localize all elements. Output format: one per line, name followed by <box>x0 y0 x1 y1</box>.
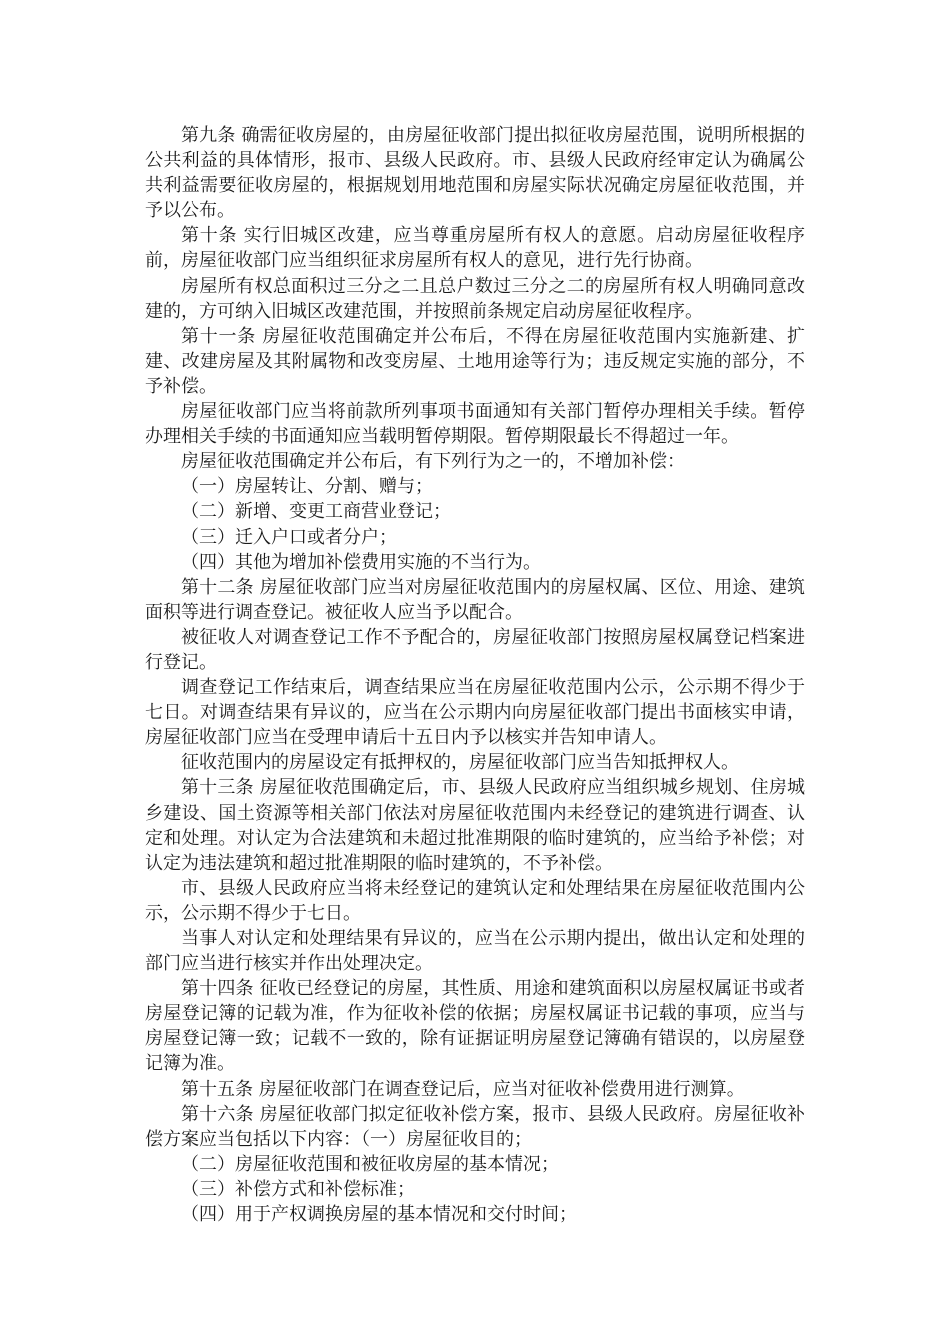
article-16: 第十六条 房屋征收部门拟定征收补偿方案，报市、县级人民政府。房屋征收补偿方案应当包括以下内容：（一）房屋征收目的； <box>145 1103 805 1150</box>
list-item-3: （三）迁入户口或者分户； <box>181 526 397 548</box>
article-12-para-2: 被征收人对调查登记工作不予配合的，房屋征收部门按照房屋权属登记档案进行登记。 <box>145 626 805 673</box>
document-body <box>145 123 805 1227</box>
article-14: 第十四条 征收已经登记的房屋，其性质、用途和建筑面积以房屋权属证书或者房屋登记簿的记载为准，作为征收补偿的依据；房屋权属证书记载的事项，应当与房屋登记簿一致；记载不一致的，除有证据证明房屋登记簿确有错误的，以房屋登记簿为准。 <box>145 978 805 1075</box>
article-16-item-2: （二）房屋征收范围和被征收房屋的基本情况； <box>181 1153 559 1175</box>
article-15: 第十五条 房屋征收部门在调查登记后，应当对征收补偿费用进行测算。 <box>181 1078 745 1100</box>
article-10: 第十条 实行旧城区改建，应当尊重房屋所有权人的意愿。启动房屋征收程序前，房屋征收部门应当组织征求房屋所有权人的意见，进行先行协商。 <box>145 225 805 272</box>
article-13-para-3: 当事人对认定和处理结果有异议的，应当在公示期内提出，做出认定和处理的部门应当进行核实并作出处理决定。 <box>145 928 805 975</box>
article-12-para-3: 调查登记工作结束后，调查结果应当在房屋征收范围内公示，公示期不得少于七日。对调查结果有异议的，应当在公示期内向房屋征收部门提出书面核实申请，房屋征收部门应当在受理申请后十五日内予以核实并告知申请人。 <box>145 677 805 749</box>
article-12-para-4: 征收范围内的房屋设定有抵押权的，房屋征收部门应当告知抵押权人。 <box>181 752 739 774</box>
article-16-item-4: （四）用于产权调换房屋的基本情况和交付时间； <box>181 1204 577 1226</box>
list-item-4: （四）其他为增加补偿费用实施的不当行为。 <box>181 551 541 573</box>
article-13: 第十三条 房屋征收范围确定后，市、县级人民政府应当组织城乡规划、住房城乡建设、国土资源等相关部门依法对房屋征收范围内未经登记的建筑进行调查、认定和处理。对认定为合法建筑和未超过批准期限的临时建筑的，应当给予补偿；对认定为违法建筑和超过批准期限的临时建筑的，不予补偿。 <box>145 777 805 874</box>
list-item-1: （一）房屋转让、分割、赠与； <box>181 476 433 498</box>
article-9: 第九条 确需征收房屋的，由房屋征收部门提出拟征收房屋范围，说明所根据的公共利益的具体情形，报市、县级人民政府。市、县级人民政府经审定认为确属公共利益需要征收房屋的，根据规划用地范围和房屋实际状况确定房屋征收范围，并予以公布。 <box>145 125 805 222</box>
article-16-item-3: （三）补偿方式和补偿标准； <box>181 1178 415 1200</box>
article-11-para-2: 房屋征收部门应当将前款所列事项书面通知有关部门暂停办理相关手续。暂停办理相关手续的书面通知应当载明暂停期限。暂停期限最长不得超过一年。 <box>145 401 805 448</box>
article-12: 第十二条 房屋征收部门应当对房屋征收范围内的房屋权属、区位、用途、建筑面积等进行调查登记。被征收人应当予以配合。 <box>145 576 805 623</box>
article-10-para-2: 房屋所有权总面积过三分之二且总户数过三分之二的房屋所有权人明确同意改建的，方可纳入旧城区改建范围，并按照前条规定启动房屋征收程序。 <box>145 275 805 322</box>
list-item-2: （二）新增、变更工商营业登记； <box>181 501 451 523</box>
article-11-para-3: 房屋征收范围确定并公布后，有下列行为之一的，不增加补偿： <box>181 451 685 473</box>
article-13-para-2: 市、县级人民政府应当将未经登记的建筑认定和处理结果在房屋征收范围内公示，公示期不得少于七日。 <box>145 877 805 924</box>
article-11: 第十一条 房屋征收范围确定并公布后，不得在房屋征收范围内实施新建、扩建、改建房屋及其附属物和改变房屋、土地用途等行为；违反规定实施的部分，不予补偿。 <box>145 325 805 397</box>
